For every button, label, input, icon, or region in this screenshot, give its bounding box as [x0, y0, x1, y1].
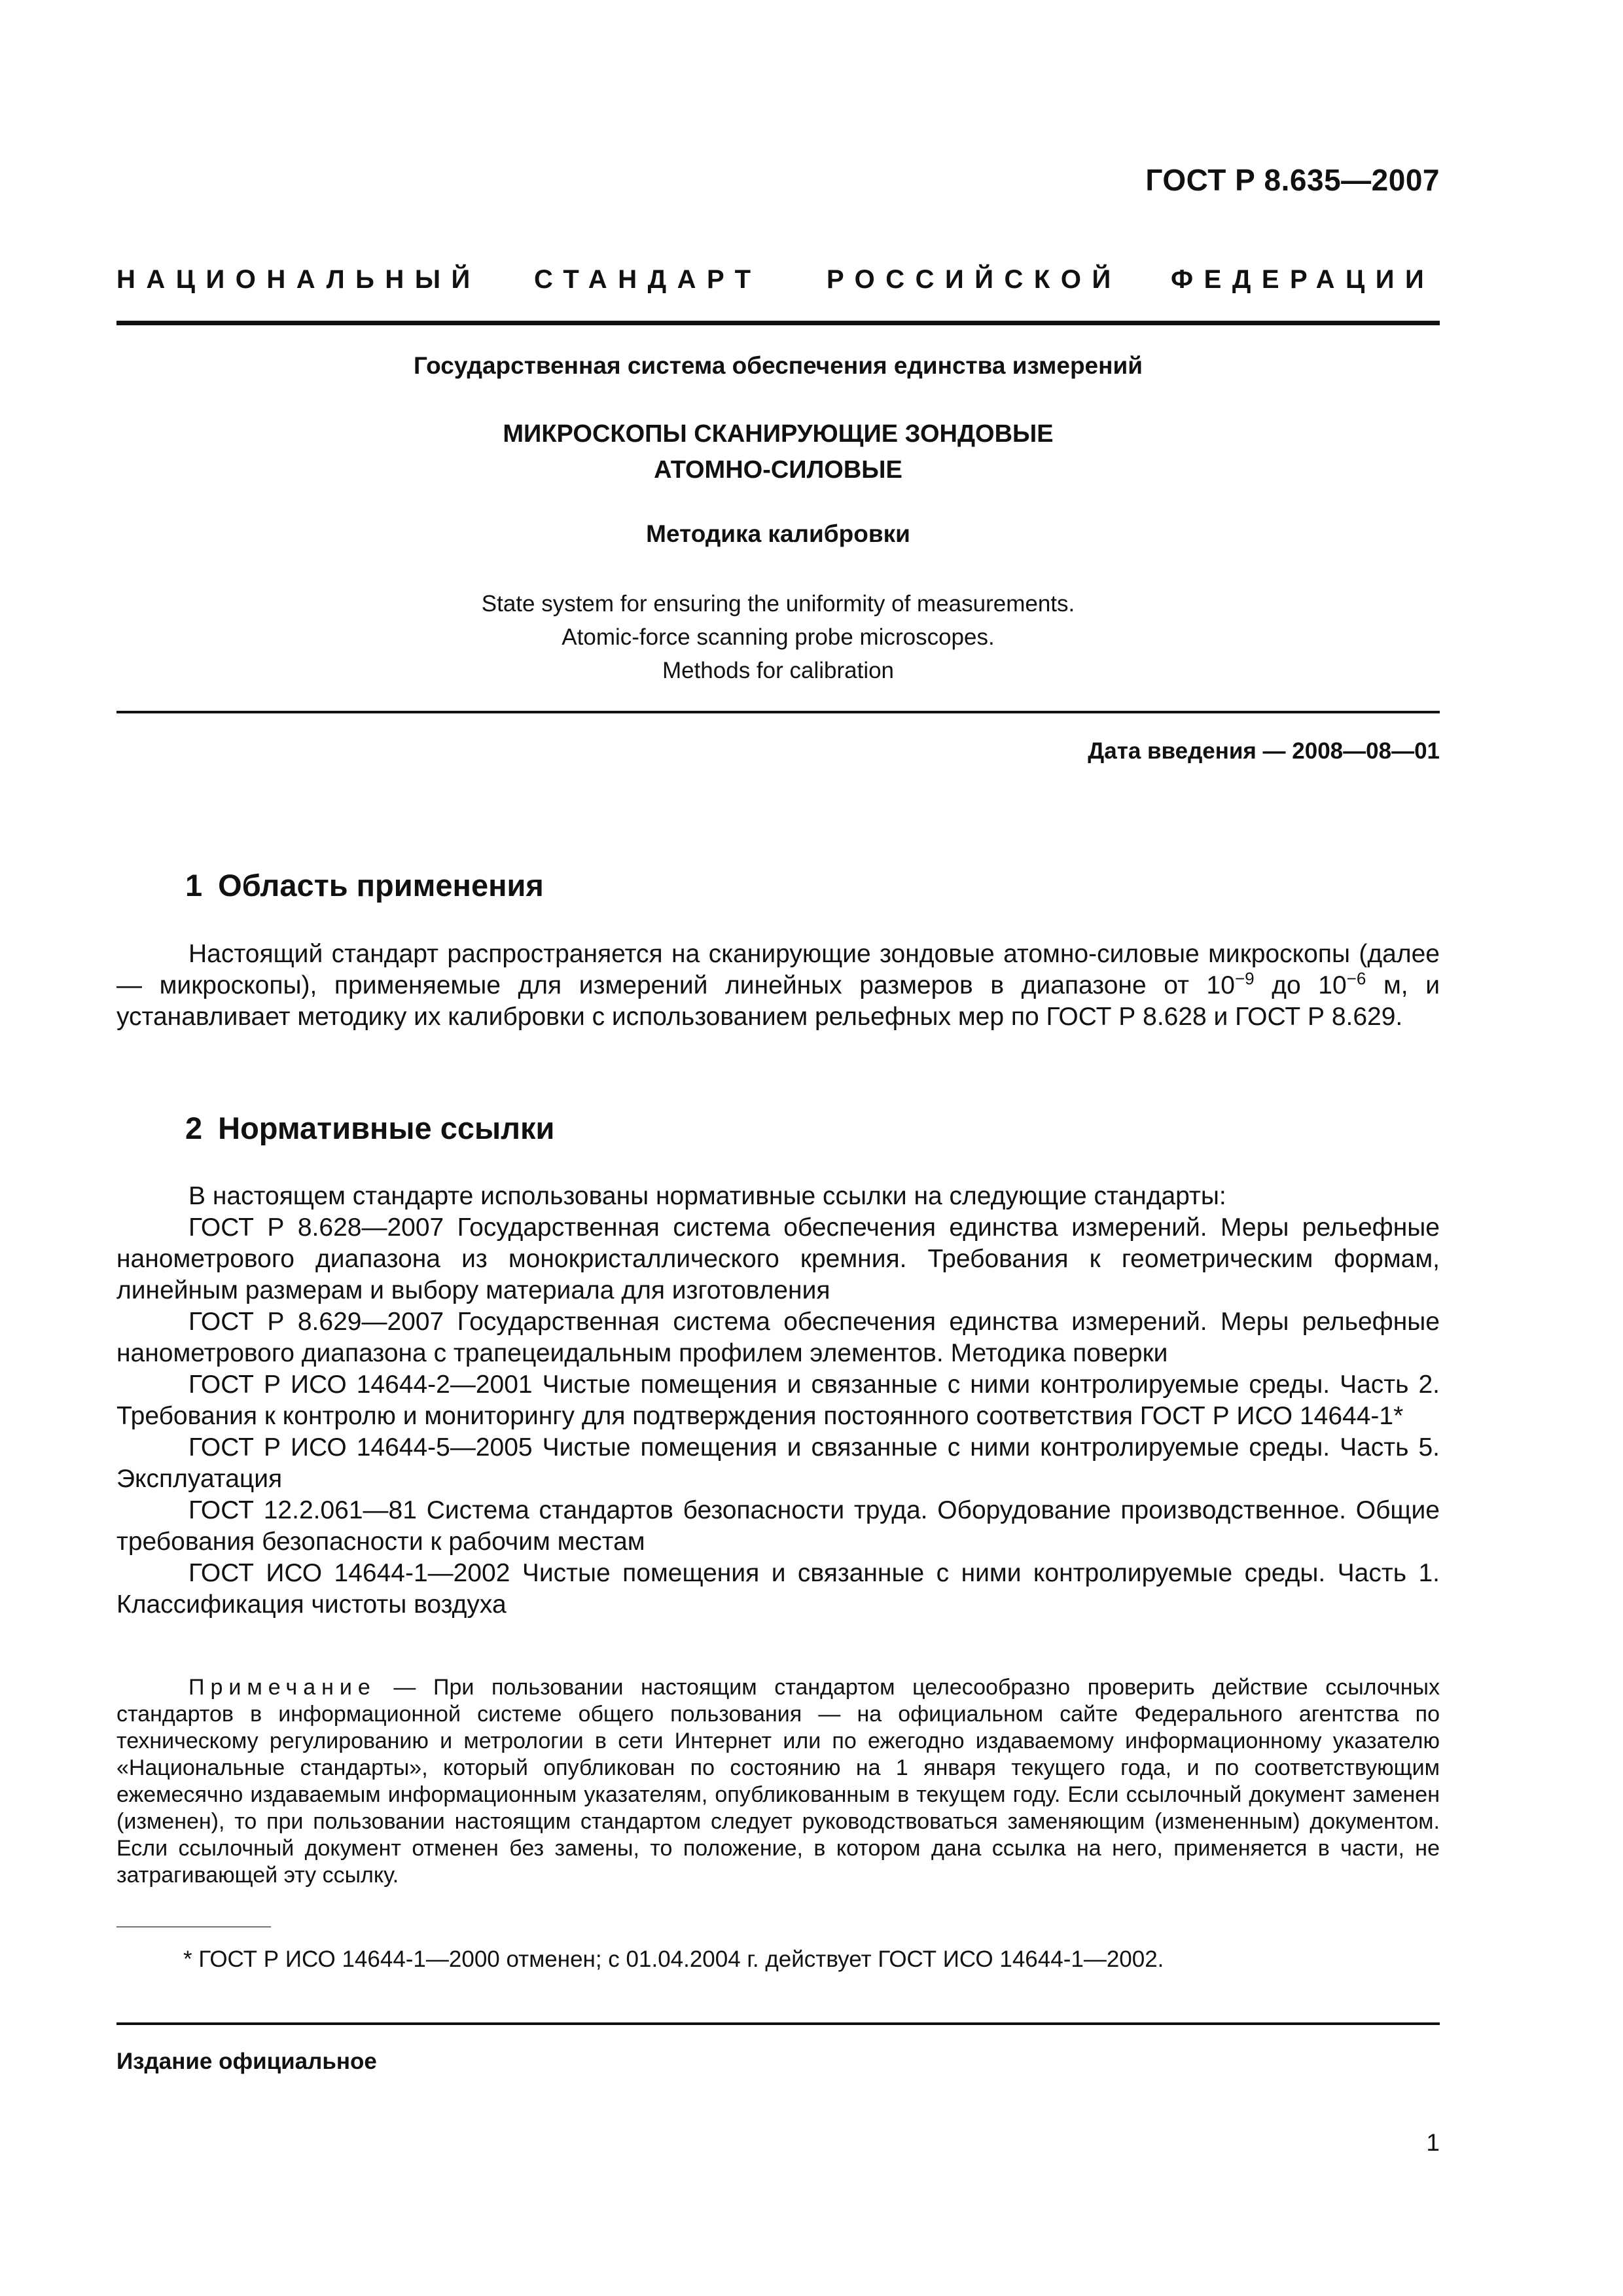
section-number: 2	[185, 1111, 203, 1145]
note-text: — При пользовании настоящим стандартом целесообразно проверить действие ссылочных стандартов в информационной системе общего пользования — на официальном сайте Федерального агентства по техническому регулированию и метрологии в сети Интернет или по ежегодно издаваемому информационному указателю «Национальные стандарты», который опубликован по состоянию на 1 января текущего года, и по соответствующим ежемесячно издаваемым информационным указателям, опубликованным в текущем году. Если ссылочный документ заменен (изменен), то при пользовании настоящим стандартом следует руководствоваться заменяющим (измененным) документом. Если ссылочный документ отменен без замены, то положение, в котором дана ссылка на него, применяется в части, не затрагивающей эту ссылку.	[116, 1675, 1440, 1888]
section-body	[116, 939, 1440, 1033]
reference-item: ГОСТ ИСО 14644-1—2002 Чистые помещения и связанные с ними контролируемые среды. Часть 1. Классификация чистоты воздуха	[116, 1559, 1440, 1619]
text-run: Настоящий стандарт распространяется на сканирующие зондовые атомно-силовые микроскопы (далее — микроскопы), применяемые для измерений линейных размеров в диапазоне от 10	[116, 940, 1440, 999]
banner-word: ФЕДЕРАЦИИ	[1171, 265, 1435, 294]
section-heading	[185, 1110, 554, 1146]
section-title: Нормативные ссылки	[218, 1111, 555, 1145]
gost-number: ГОСТ Р 8.635—2007	[1145, 163, 1440, 197]
note	[116, 1674, 1440, 1889]
text-run: до 10	[1254, 971, 1347, 999]
english-title-line: State system for ensuring the uniformity of measurements.	[481, 591, 1075, 617]
exponent: −9	[1234, 969, 1255, 988]
title-divider	[116, 711, 1440, 713]
exponent: −6	[1346, 969, 1366, 988]
footnote-separator	[116, 1926, 271, 1928]
note-paragraph	[116, 1674, 1440, 1889]
english-title-line: Atomic-force scanning probe microscopes.	[562, 624, 995, 650]
section-heading	[185, 867, 544, 903]
section-title: Область применения	[218, 868, 544, 903]
main-title-line: МИКРОСКОПЫ СКАНИРУЮЩИЕ ЗОНДОВЫЕ	[503, 420, 1054, 448]
footnote: * ГОСТ Р ИСО 14644-1—2000 отменен; с 01.04.2004 г. действует ГОСТ ИСО 14644-1—2002.	[183, 1946, 1164, 1972]
method-title: Методика калибровки	[646, 520, 910, 547]
reference-item: ГОСТ 12.2.061—81 Система стандартов безопасности труда. Оборудование производственное. Общие требования безопасности к рабочим местам	[116, 1496, 1440, 1556]
header-divider	[116, 321, 1440, 325]
document-page	[116, 0, 1440, 2296]
note-label: Примечание	[188, 1675, 376, 1700]
english-title-line: Methods for calibration	[662, 658, 895, 683]
banner-word: НАЦИОНАЛЬНЫЙ	[116, 265, 481, 294]
paragraph	[116, 939, 1440, 1033]
paragraph: В настоящем стандарте использованы нормативные ссылки на следующие стандарты:	[188, 1182, 1226, 1210]
banner-word: СТАНДАРТ	[534, 265, 762, 294]
reference-item: ГОСТ Р 8.629—2007 Государственная система обеспечения единства измерений. Меры рельефные нанометрового диапазона с трапецеидальным профилем элементов. Методика поверки	[116, 1308, 1440, 1367]
page-number: 1	[1426, 2129, 1440, 2156]
footer-divider	[116, 2022, 1440, 2025]
english-title	[116, 587, 1440, 687]
main-title	[116, 416, 1440, 488]
text-run: м, и устанавливает методику их калибровки с использованием рельефных мер по ГОСТ Р 8.628 и ГОСТ Р 8.629.	[116, 971, 1440, 1031]
edition-label: Издание официальное	[116, 2049, 377, 2074]
banner-word: РОССИЙСКОЙ	[827, 265, 1122, 294]
system-title: Государственная система обеспечения единства измерений	[414, 352, 1143, 379]
reference-item: ГОСТ Р ИСО 14644-2—2001 Чистые помещения и связанные с ними контролируемые среды. Часть 2. Требования к контролю и мониторингу для подтверждения постоянного соответствия ГОСТ Р ИСО 14644-1*	[116, 1371, 1440, 1430]
section-number: 1	[185, 868, 203, 903]
reference-item: ГОСТ Р 8.628—2007 Государственная система обеспечения единства измерений. Меры рельефные нанометрового диапазона из монокристаллического кремния. Требования к геометрическим формам, линейным размерам и выбору материала для изготовления	[116, 1213, 1440, 1304]
section-body	[116, 1181, 1440, 1621]
introduction-date: Дата введения — 2008—08—01	[1088, 738, 1440, 764]
reference-item: ГОСТ Р ИСО 14644-5—2005 Чистые помещения и связанные с ними контролируемые среды. Часть 5. Эксплуатация	[116, 1433, 1440, 1493]
main-title-line: АТОМНО-СИЛОВЫЕ	[654, 456, 902, 484]
